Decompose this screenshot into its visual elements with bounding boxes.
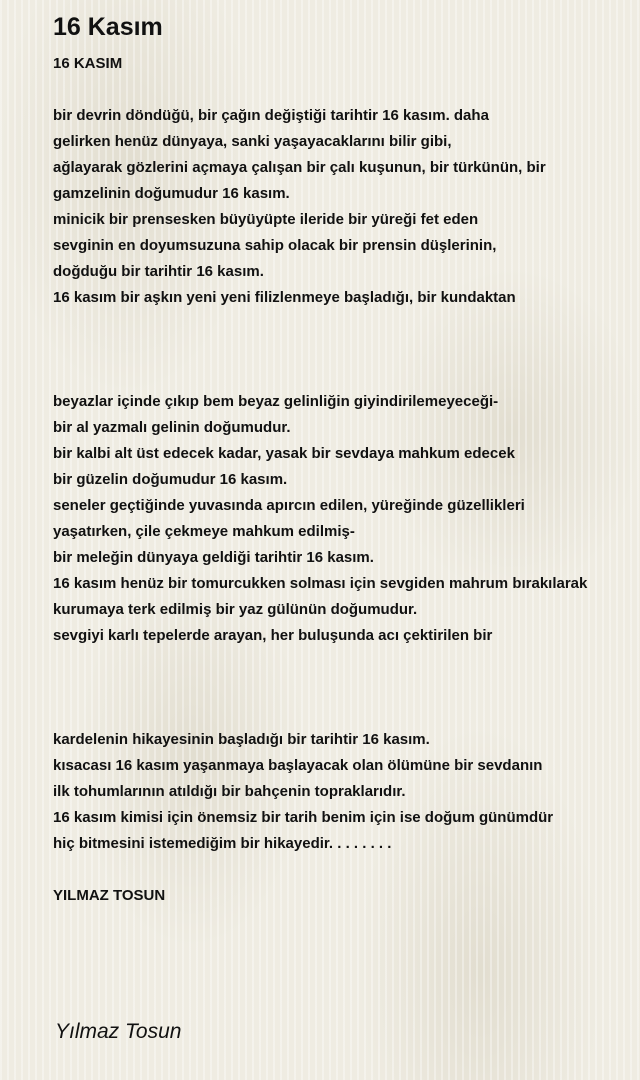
- poem-line: ilk tohumlarının atıldığı bir bahçenin topraklarıdır.: [53, 783, 406, 800]
- poem-line: hiç bitmesini istemediğim bir hikayedir. . . . . . . .: [53, 835, 392, 852]
- poem-line: sevgiyi karlı tepelerde arayan, her buluşunda acı çektirilen bir: [53, 627, 493, 644]
- poem-line: kurumaya terk edilmiş bir yaz gülünün doğumudur.: [53, 601, 418, 618]
- poem-line: seneler geçtiğinde yuvasında apırcın edilen, yüreğinde güzellikleri: [53, 497, 525, 514]
- poem-body: [53, 51, 638, 909]
- poem-line: bir meleğin dünyaya geldiği tarihtir 16 kasım.: [53, 549, 374, 566]
- poem-line: kısacası 16 kasım yaşanmaya başlayacak olan ölümüne bir sevdanın: [53, 757, 543, 774]
- poem-line: bir devrin döndüğü, bir çağın değiştiği tarihtir 16 kasım. daha: [53, 107, 489, 124]
- poem-title: 16 Kasım: [53, 13, 163, 41]
- stanza-3: [53, 727, 638, 857]
- poem-line: 16 kasım kimisi için önemsiz bir tarih benim için ise doğum günümdür: [53, 809, 554, 826]
- poem-line: beyazlar içinde çıkıp bem beyaz gelinliğin giyindirilemeyeceği-: [53, 393, 499, 410]
- spacer: [53, 857, 638, 883]
- poem-line: kardelenin hikayesinin başladığı bir tarihtir 16 kasım.: [53, 731, 430, 748]
- poem-line: doğduğu bir tarihtir 16 kasım.: [53, 263, 264, 280]
- poem-heading: 16 KASIM: [53, 55, 123, 72]
- stanza-1: [53, 103, 638, 311]
- poem-line: ağlayarak gözlerini açmaya çalışan bir çalı kuşunun, bir türkünün, bir: [53, 159, 546, 176]
- poem-line: sevginin en doyumsuzuna sahip olacak bir prensin düşlerinin,: [53, 237, 497, 254]
- author-name: YILMAZ TOSUN: [53, 887, 166, 904]
- poem-line: bir güzelin doğumudur 16 kasım.: [53, 471, 288, 488]
- poem-line: gamzelinin doğumudur 16 kasım.: [53, 185, 290, 202]
- poem-line: bir al yazmalı gelinin doğumudur.: [53, 419, 291, 436]
- poem-line: 16 kasım henüz bir tomurcukken solması için sevgiden mahrum bırakılarak: [53, 575, 588, 592]
- spacer: [53, 311, 638, 389]
- poem-line: minicik bir prensesken büyüyüpte ileride bir yüreği fet eden: [53, 211, 479, 228]
- poem-line: yaşatırken, çile çekmeye mahkum edilmiş-: [53, 523, 355, 540]
- stanza-2: [53, 389, 638, 649]
- poem-line: bir kalbi alt üst edecek kadar, yasak bir sevdaya mahkum edecek: [53, 445, 515, 462]
- poem-line: gelirken henüz dünyaya, sanki yaşayacaklarını bilir gibi,: [53, 133, 452, 150]
- poem-line: 16 kasım bir aşkın yeni yeni filizlenmeye başladığı, bir kundaktan: [53, 289, 516, 306]
- spacer: [53, 77, 638, 103]
- spacer: [53, 649, 638, 727]
- author-signature: Yılmaz Tosun: [55, 1020, 182, 1043]
